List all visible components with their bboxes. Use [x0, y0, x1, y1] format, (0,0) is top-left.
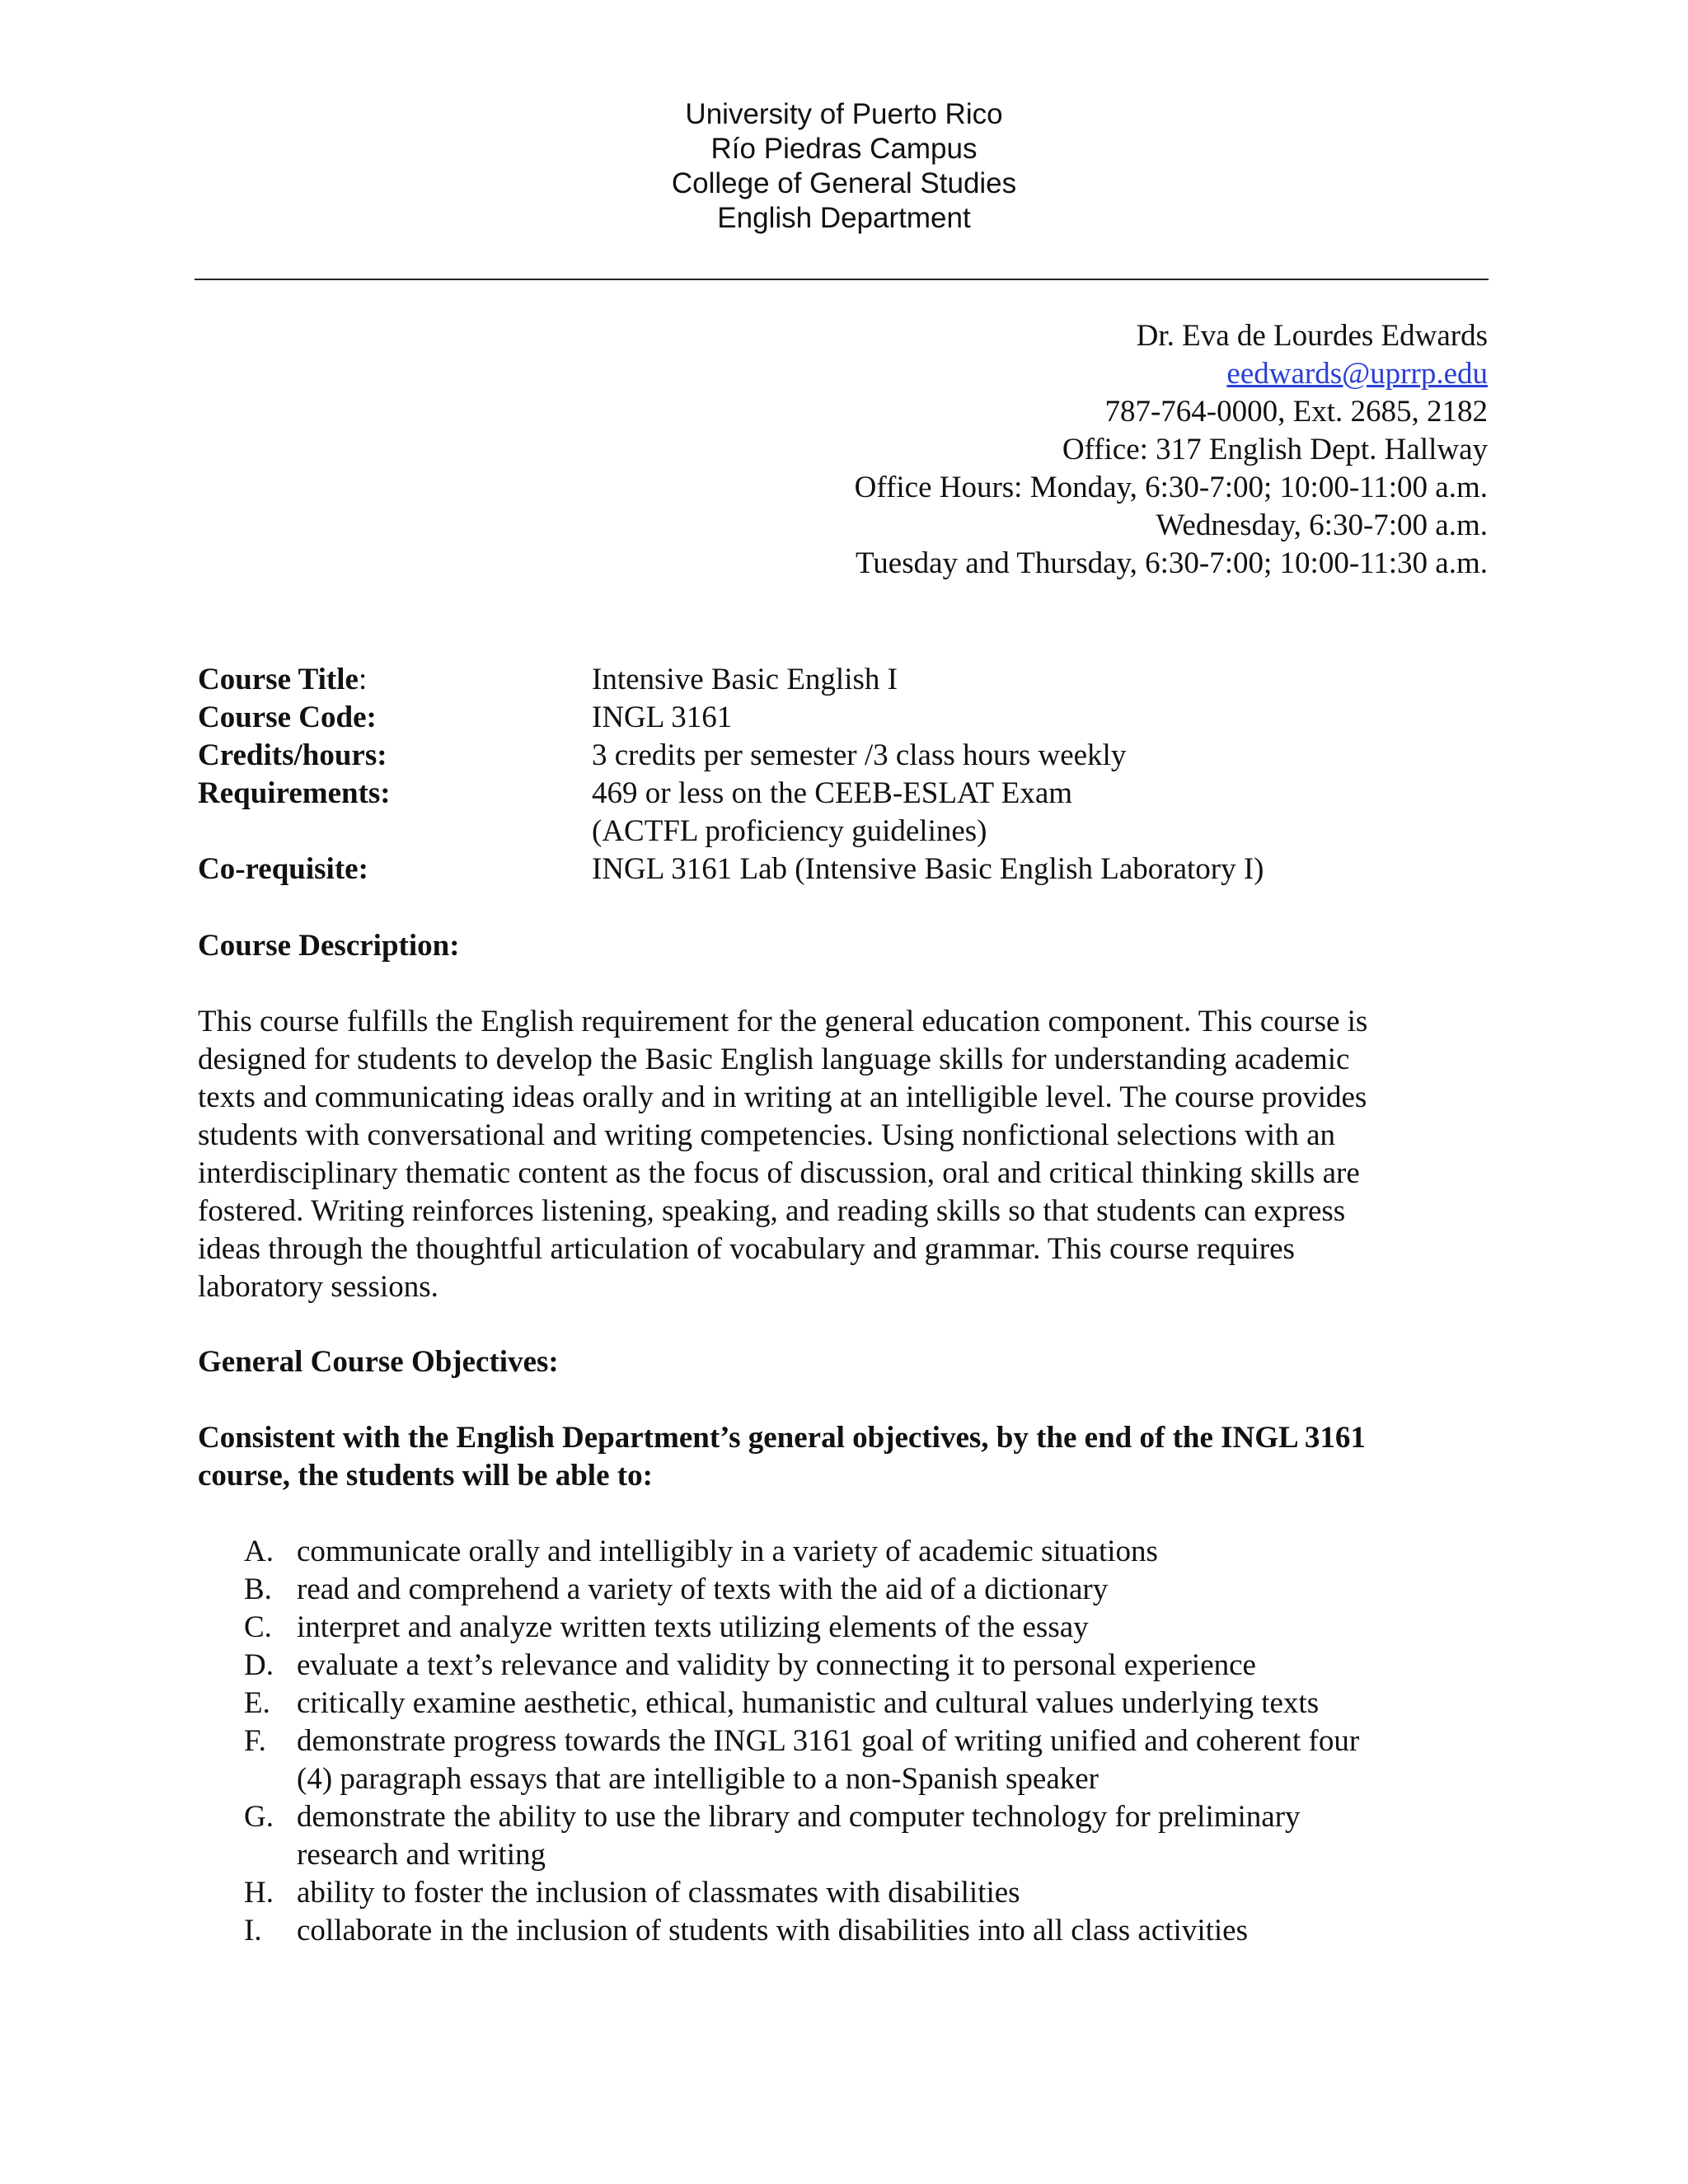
list-item: [244, 1685, 1530, 1722]
corequisite-row: [198, 851, 1517, 888]
list-item-text: communicate orally and intelligibly in a variety of academic situations: [297, 1535, 1158, 1568]
list-item: [244, 1874, 1530, 1912]
course-description-body: [198, 1003, 1500, 1306]
office-hours-line-2: Wednesday, 6:30-7:00 a.m.: [1156, 509, 1488, 542]
credits-value: 3 credits per semester /3 class hours weekly: [592, 738, 1127, 772]
description-line: students with conversational and writing competencies. Using nonfictional selections with an: [198, 1118, 1336, 1152]
list-item-letter: I.: [244, 1914, 262, 1947]
course-description-heading: Course Description:: [198, 929, 460, 963]
description-line: texts and communicating ideas orally and in writing at an intelligible level. The course provides: [198, 1080, 1367, 1114]
list-item-text: research and writing: [297, 1838, 546, 1872]
list-item-text: critically examine aesthetic, ethical, humanistic and cultural values underlying texts: [297, 1686, 1320, 1720]
instructor-office: Office: 317 English Dept. Hallway: [1062, 433, 1488, 466]
corequisite-label: Co-requisite:: [198, 852, 368, 886]
objectives-list: [244, 1533, 1530, 1950]
course-code-row: [198, 699, 1517, 737]
list-item-letter: H.: [244, 1876, 274, 1910]
list-item-text: read and comprehend a variety of texts with the aid of a dictionary: [297, 1572, 1109, 1606]
list-item-letter: B.: [244, 1572, 272, 1606]
institution-header: [0, 97, 1688, 236]
list-item-letter: C.: [244, 1610, 272, 1644]
list-item: [244, 1647, 1530, 1685]
department-name: English Department: [717, 202, 971, 234]
course-title-value: Intensive Basic English I: [592, 663, 898, 696]
list-item-text: collaborate in the inclusion of students with disabilities into all class activities: [297, 1914, 1248, 1947]
requirements-value-line-2: (ACTFL proficiency guidelines): [592, 814, 987, 848]
objectives-intro: [198, 1419, 1517, 1495]
instructor-email-link[interactable]: eedwards@uprrp.edu: [1226, 357, 1488, 391]
description-line: ideas through the thoughtful articulation of vocabulary and grammar. This course requires: [198, 1232, 1295, 1266]
objectives-intro-line-2: course, the students will be able to:: [198, 1459, 653, 1493]
objectives-heading: General Course Objectives:: [198, 1345, 559, 1379]
office-hours-line-3: Tuesday and Thursday, 6:30-7:00; 10:00-11:30 a.m.: [855, 546, 1488, 580]
corequisite-value: INGL 3161 Lab (Intensive Basic English Laboratory I): [592, 852, 1264, 886]
description-line: This course fulfills the English requirement for the general education component. This course is: [198, 1005, 1368, 1038]
office-hours-line-1: Office Hours: Monday, 6:30-7:00; 10:00-11:00 a.m.: [854, 471, 1488, 504]
course-title-label: Course Title: [198, 663, 359, 696]
course-title-colon: :: [358, 663, 368, 696]
objectives-intro-line-1: Consistent with the English Department’s general objectives, by the end of the INGL 3161: [198, 1421, 1366, 1455]
description-line: interdisciplinary thematic content as the focus of discussion, oral and critical thinking skills are: [198, 1156, 1360, 1190]
description-line: laboratory sessions.: [198, 1270, 438, 1304]
instructor-phone: 787-764-0000, Ext. 2685, 2182: [1104, 395, 1488, 429]
list-item-letter: A.: [244, 1535, 274, 1568]
list-item: [244, 1533, 1530, 1571]
description-line: designed for students to develop the Basic English language skills for understanding academic: [198, 1043, 1350, 1076]
list-item-letter: F.: [244, 1724, 266, 1758]
course-info-table: [198, 661, 1517, 888]
campus-name: Río Piedras Campus: [710, 133, 978, 165]
list-item-text: (4) paragraph essays that are intelligible to a non-Spanish speaker: [297, 1762, 1099, 1796]
list-item-letter: E.: [244, 1686, 270, 1720]
course-code-label: Course Code:: [198, 701, 377, 734]
requirements-value-line-1: 469 or less on the CEEB-ESLAT Exam: [592, 776, 1073, 810]
list-item-text: demonstrate progress towards the INGL 3161 goal of writing unified and coherent four: [297, 1724, 1360, 1758]
header-divider: [195, 279, 1489, 280]
description-line: fostered. Writing reinforces listening, speaking, and reading skills so that students can express: [198, 1194, 1346, 1228]
instructor-name: Dr. Eva de Lourdes Edwards: [1136, 319, 1488, 353]
credits-label: Credits/hours:: [198, 738, 387, 772]
list-item: [244, 1571, 1530, 1609]
list-item: [244, 1798, 1530, 1874]
list-item: [244, 1912, 1530, 1950]
list-item-text: evaluate a text’s relevance and validity by connecting it to personal experience: [297, 1648, 1256, 1682]
list-item-text: demonstrate the ability to use the library and computer technology for preliminary: [297, 1800, 1301, 1834]
requirements-label: Requirements:: [198, 776, 391, 810]
requirements-row: [198, 775, 1517, 851]
list-item-text: ability to foster the inclusion of classmates with disabilities: [297, 1876, 1020, 1910]
instructor-contact: [499, 317, 1488, 583]
university-name: University of Puerto Rico: [685, 98, 1003, 130]
list-item-letter: G.: [244, 1800, 274, 1834]
college-name: College of General Studies: [671, 167, 1017, 199]
list-item: [244, 1609, 1530, 1647]
course-code-value: INGL 3161: [592, 701, 733, 734]
list-item-text: interpret and analyze written texts utilizing elements of the essay: [297, 1610, 1089, 1644]
course-title-row: [198, 661, 1517, 699]
credits-row: [198, 737, 1517, 775]
list-item: [244, 1722, 1530, 1798]
list-item-letter: D.: [244, 1648, 274, 1682]
